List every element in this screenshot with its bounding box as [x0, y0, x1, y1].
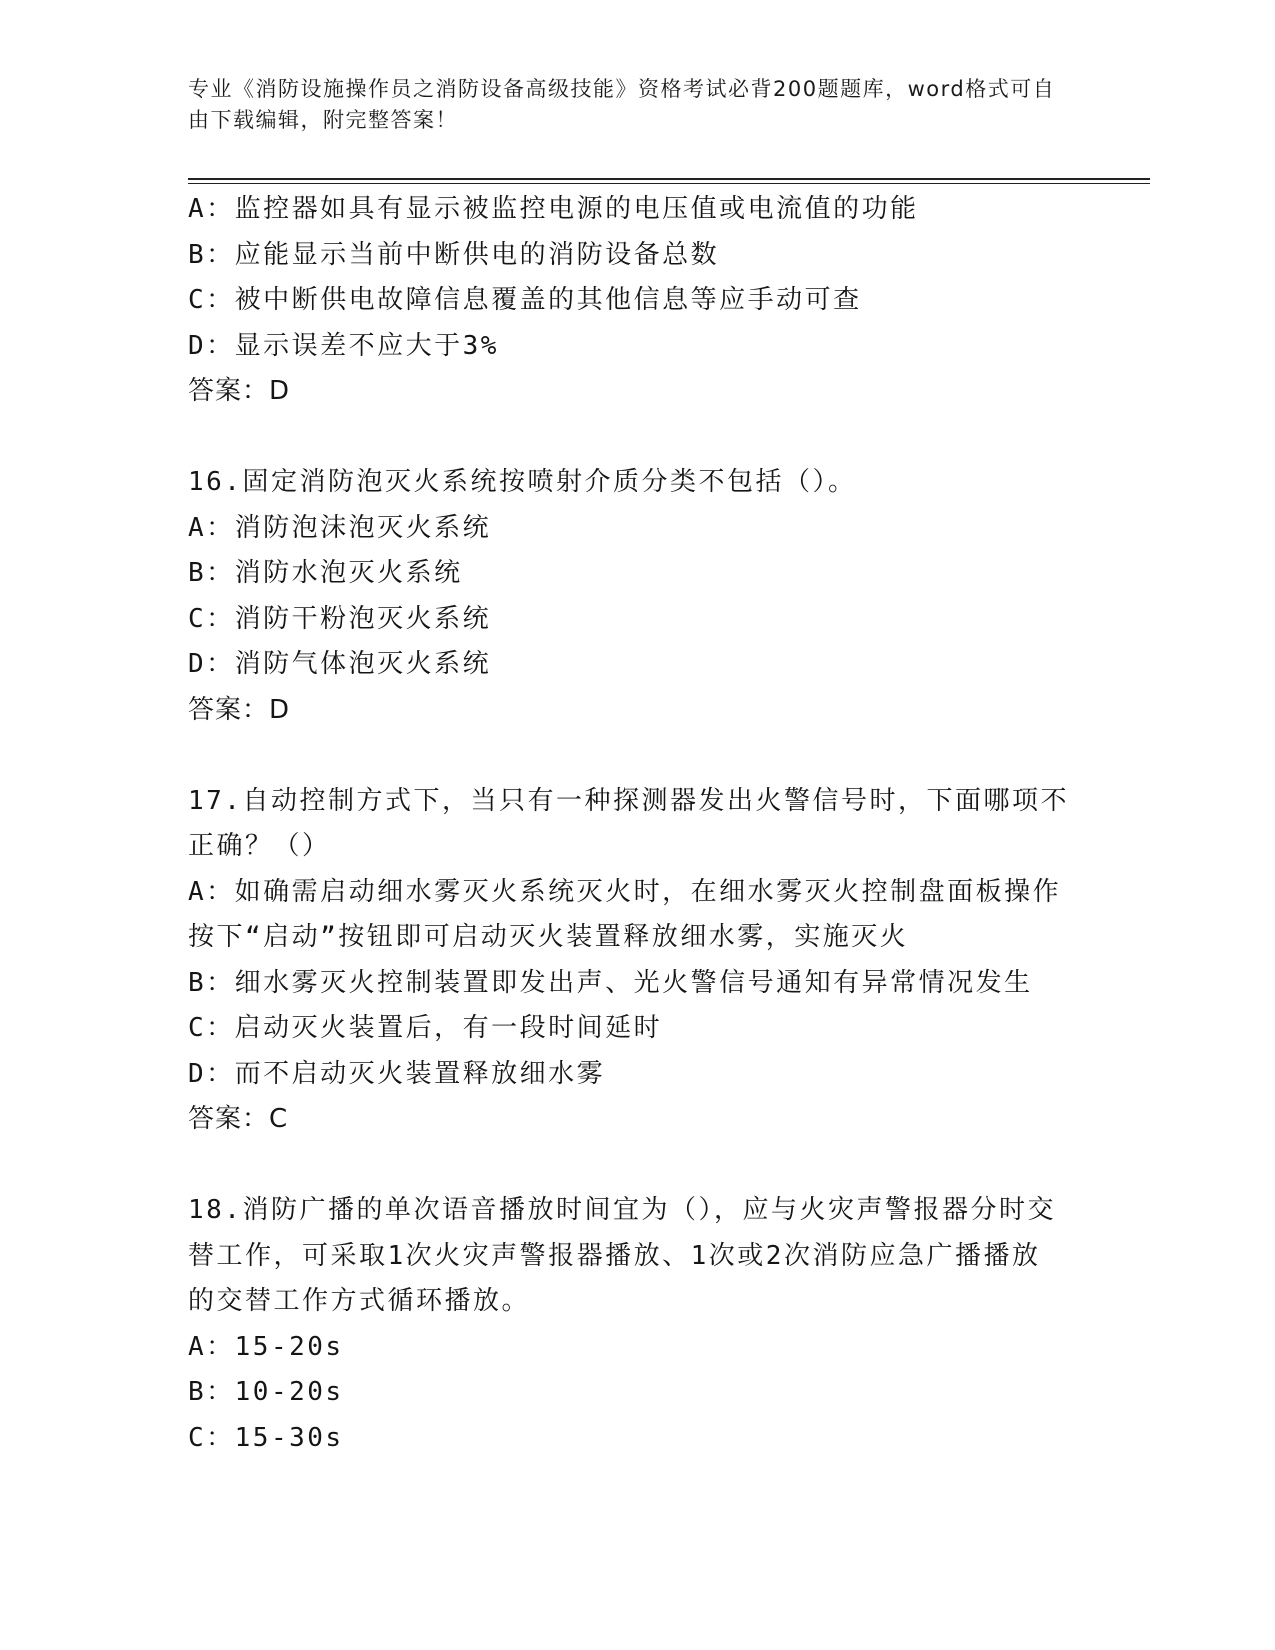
question-stem: 17.自动控制方式下，当只有一种探测器发出火警信号时，下面哪项不 [188, 785, 1069, 816]
answer-line: 答案：D [188, 376, 291, 406]
option-c: C：消防干粉泡灭火系统 [188, 603, 492, 634]
option-b: B：细水雾灭火控制装置即发出声、光火警信号通知有异常情况发生 [188, 967, 1033, 998]
spacer [188, 1143, 1088, 1189]
question-stem: 18.消防广播的单次语音播放时间宜为（），应与火灾声警报器分时交 [188, 1195, 1056, 1225]
question-stem-continued: 替工作，可采取1次火灾声警报器播放、1次或2次消防应急广播播放 [188, 1240, 1041, 1271]
option-c: C：被中断供电故障信息覆盖的其他信息等应手动可查 [188, 285, 862, 315]
document-header: 专业《消防设施操作员之消防设备高级技能》资格考试必背200题题库，word格式可自由下载编辑，附完整答案！ [188, 77, 1056, 132]
option-a: A：监控器如具有显示被监控电源的电压值或电流值的功能 [188, 194, 919, 224]
option-a: A：15-20s [188, 1331, 344, 1362]
option-c: C：15-30s [188, 1422, 344, 1453]
question-block-15 [188, 187, 1088, 415]
option-d: D：显示误差不应大于3% [188, 330, 499, 361]
option-a: A：消防泡沫泡灭火系统 [188, 512, 492, 543]
option-d: D：消防气体泡灭火系统 [188, 649, 492, 679]
question-list [188, 187, 1088, 1461]
answer-line: 答案：C [188, 1104, 289, 1134]
option-a: A：如确需启动细水雾灭火系统灭火时，在细水雾灭火控制盘面板操作 [188, 876, 1062, 907]
option-b: B：应能显示当前中断供电的消防设备总数 [188, 239, 720, 270]
option-c: C：启动灭火装置后，有一段时间延时 [188, 1013, 663, 1043]
spacer [188, 415, 1088, 461]
option-a-continued: 按下“启动”按钮即可启动灭火装置释放细水雾，实施灭火 [188, 922, 909, 952]
spacer [188, 733, 1088, 779]
answer-line: 答案：D [188, 694, 291, 725]
question-stem: 16.固定消防泡灭火系统按喷射介质分类不包括（）。 [188, 467, 857, 497]
option-b: B：消防水泡灭火系统 [188, 558, 463, 588]
question-block-16 [188, 460, 1088, 733]
question-block-17 [188, 779, 1088, 1143]
header-rule-thin [188, 183, 1150, 184]
question-stem-continued: 正确？（） [188, 831, 331, 861]
question-stem-continued: 的交替工作方式循环播放。 [188, 1286, 531, 1316]
header-rule-thick [188, 178, 1150, 180]
option-b: B：10-20s [188, 1377, 344, 1407]
option-d: D：而不启动灭火装置释放细水雾 [188, 1058, 606, 1089]
question-block-18 [188, 1188, 1088, 1461]
